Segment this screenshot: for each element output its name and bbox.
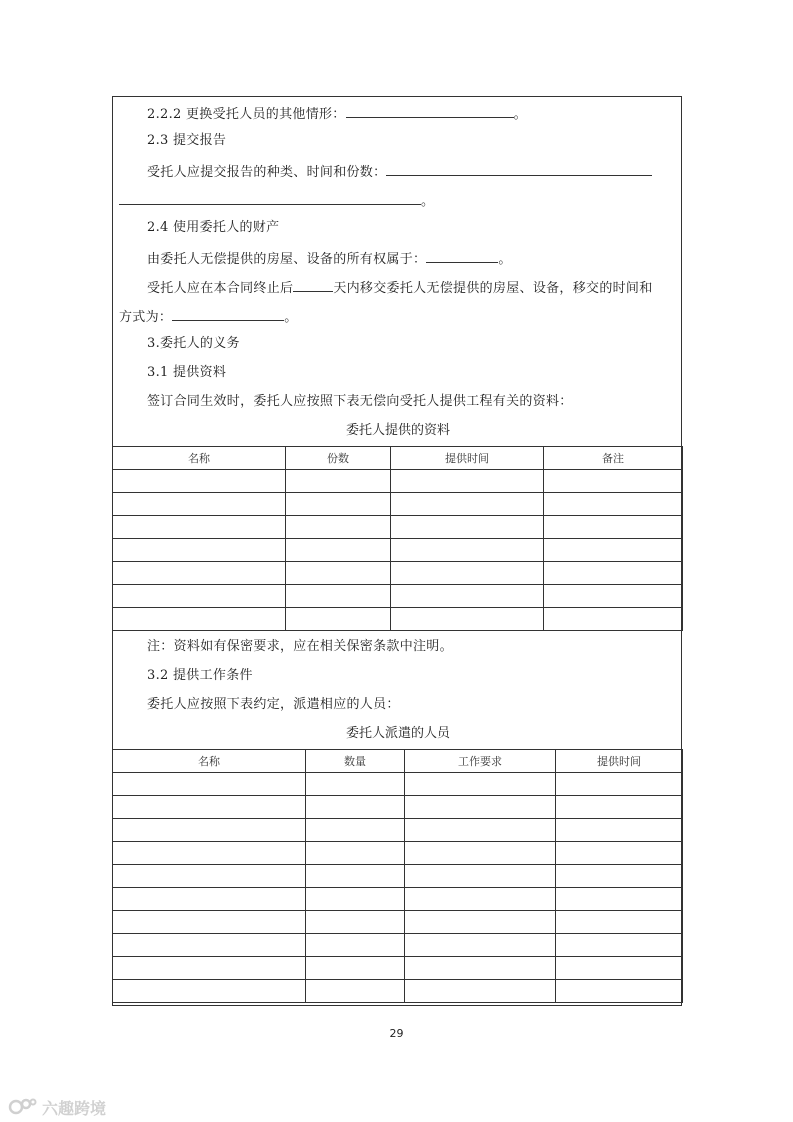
table-cell[interactable] [113, 470, 286, 493]
table-cell[interactable] [113, 865, 306, 888]
table-row [113, 773, 683, 796]
table-cell[interactable] [286, 539, 391, 562]
table-row [113, 493, 683, 516]
clause-3-1-desc: 签订合同生效时，委托人应按照下表无偿向受托人提供工程有关的资料： [147, 394, 573, 409]
clause-2-2-2 [147, 103, 527, 124]
clause-2-2-2-text: 2.2.2 更换受托人员的其他情形： [147, 107, 346, 122]
table-cell[interactable] [556, 888, 683, 911]
table-cell[interactable] [556, 980, 683, 1003]
table-cell[interactable] [544, 608, 683, 631]
table-row [113, 516, 683, 539]
table-header-row [113, 750, 683, 773]
table-cell[interactable] [113, 585, 286, 608]
period: 。 [284, 310, 298, 325]
table-cell[interactable] [391, 470, 544, 493]
fill-blank-report-types[interactable] [386, 161, 652, 176]
fill-blank-other-cases[interactable] [346, 103, 514, 118]
col-header-quantity: 数量 [306, 750, 405, 773]
table-cell[interactable] [391, 539, 544, 562]
col-header-copies: 份数 [286, 447, 391, 470]
table-cell[interactable] [286, 516, 391, 539]
fill-blank-days[interactable] [293, 277, 333, 292]
table-cell[interactable] [544, 516, 683, 539]
table-cell[interactable] [556, 934, 683, 957]
table-row [113, 957, 683, 980]
table-cell[interactable] [113, 911, 306, 934]
table-cell[interactable] [113, 516, 286, 539]
table-cell[interactable] [391, 585, 544, 608]
table-cell[interactable] [286, 562, 391, 585]
document-frame [112, 96, 682, 1006]
table-cell[interactable] [286, 608, 391, 631]
col-header-time: 提供时间 [391, 447, 544, 470]
fill-blank-return-method[interactable] [172, 306, 284, 321]
table-cell[interactable] [113, 773, 306, 796]
table-row [113, 865, 683, 888]
table-cell[interactable] [113, 980, 306, 1003]
table-row [113, 934, 683, 957]
table-cell[interactable] [556, 865, 683, 888]
col-header-name: 名称 [113, 447, 286, 470]
table-cell[interactable] [544, 562, 683, 585]
clause-return-text-b: 天内移交委托人无偿提供的房屋、设备，移交的时间和 [333, 281, 653, 296]
clause-3-2-desc: 委托人应按照下表约定，派遣相应的人员： [147, 697, 400, 712]
table-cell[interactable] [306, 773, 405, 796]
table-row [113, 470, 683, 493]
table-cell[interactable] [544, 539, 683, 562]
col-header-name: 名称 [113, 750, 306, 773]
table-cell[interactable] [286, 470, 391, 493]
heading-2-4: 2.4 使用委托人的财产 [147, 220, 280, 235]
table-row [113, 608, 683, 631]
table-cell[interactable] [391, 608, 544, 631]
table-cell[interactable] [306, 796, 405, 819]
table-row [113, 819, 683, 842]
table-cell[interactable] [113, 539, 286, 562]
table-row [113, 562, 683, 585]
table-row [113, 585, 683, 608]
table-cell[interactable] [113, 493, 286, 516]
table-cell[interactable] [306, 819, 405, 842]
table-cell[interactable] [556, 911, 683, 934]
table-cell[interactable] [556, 957, 683, 980]
table-cell[interactable] [391, 493, 544, 516]
table-row [113, 796, 683, 819]
heading-3-2: 3.2 提供工作条件 [147, 668, 253, 683]
table-cell[interactable] [113, 796, 306, 819]
table-row [113, 980, 683, 1003]
table-cell[interactable] [113, 562, 286, 585]
table-cell[interactable] [544, 493, 683, 516]
col-header-remarks: 备注 [544, 447, 683, 470]
table-cell[interactable] [405, 934, 556, 957]
table-cell[interactable] [556, 842, 683, 865]
table2-caption: 委托人派遣的人员 [345, 726, 450, 741]
fill-blank-ownership[interactable] [426, 248, 498, 263]
table-cell[interactable] [405, 842, 556, 865]
table-cell[interactable] [113, 608, 286, 631]
table-cell[interactable] [113, 819, 306, 842]
table-cell[interactable] [405, 796, 556, 819]
table-row [113, 539, 683, 562]
table-cell[interactable] [544, 585, 683, 608]
provided-materials-table [112, 446, 683, 631]
table-cell[interactable] [306, 842, 405, 865]
table-cell[interactable] [286, 493, 391, 516]
table-cell[interactable] [113, 934, 306, 957]
heading-3: 3.委托人的义务 [147, 336, 240, 351]
table-header-row [113, 447, 683, 470]
table-cell[interactable] [306, 980, 405, 1003]
watermark-text: 六趣跨境 [42, 1098, 107, 1118]
period: 。 [498, 252, 512, 267]
watermark [8, 1094, 106, 1120]
table-cell[interactable] [556, 819, 683, 842]
clause-report-cont [119, 190, 434, 211]
table-cell[interactable] [405, 865, 556, 888]
table-cell[interactable] [306, 888, 405, 911]
table-cell[interactable] [306, 911, 405, 934]
table-row [113, 911, 683, 934]
clause-return [147, 277, 653, 298]
table-cell[interactable] [405, 980, 556, 1003]
table-cell[interactable] [391, 516, 544, 539]
table-cell[interactable] [544, 470, 683, 493]
table-cell[interactable] [113, 888, 306, 911]
clause-property-text: 由委托人无偿提供的房屋、设备的所有权属于： [147, 252, 427, 267]
page-number: 29 [389, 1027, 404, 1040]
col-header-requirements: 工作要求 [405, 750, 556, 773]
clause-report [147, 161, 652, 182]
watermark-logo-icon [8, 1096, 38, 1118]
table-cell[interactable] [391, 562, 544, 585]
heading-2-3: 2.3 提交报告 [147, 133, 227, 148]
heading-3-1: 3.1 提供资料 [147, 365, 227, 380]
col-header-time: 提供时间 [556, 750, 683, 773]
table-cell[interactable] [405, 888, 556, 911]
period: 。 [513, 107, 527, 122]
dispatched-personnel-table [112, 749, 683, 1003]
table-cell[interactable] [306, 957, 405, 980]
table-row [113, 842, 683, 865]
table-cell[interactable] [556, 773, 683, 796]
table-cell[interactable] [113, 842, 306, 865]
table-cell[interactable] [306, 865, 405, 888]
clause-report-text: 受托人应提交报告的种类、时间和份数： [147, 165, 387, 180]
clause-return-text-a: 受托人应在本合同终止后 [147, 281, 294, 296]
clause-return-cont [119, 306, 298, 327]
table-cell[interactable] [556, 796, 683, 819]
clause-property [147, 248, 512, 269]
clause-return-text-c: 方式为： [119, 310, 173, 325]
note-confidential: 注：资料如有保密要求，应在相关保密条款中注明。 [147, 639, 453, 654]
table-cell[interactable] [405, 957, 556, 980]
table-cell[interactable] [405, 819, 556, 842]
table-cell[interactable] [286, 585, 391, 608]
fill-blank-report-cont[interactable] [119, 190, 421, 205]
table-row [113, 888, 683, 911]
table-cell[interactable] [306, 934, 405, 957]
table-cell[interactable] [405, 911, 556, 934]
table-cell[interactable] [113, 957, 306, 980]
table-cell[interactable] [405, 773, 556, 796]
period: 。 [421, 194, 435, 209]
table1-caption: 委托人提供的资料 [345, 423, 450, 438]
